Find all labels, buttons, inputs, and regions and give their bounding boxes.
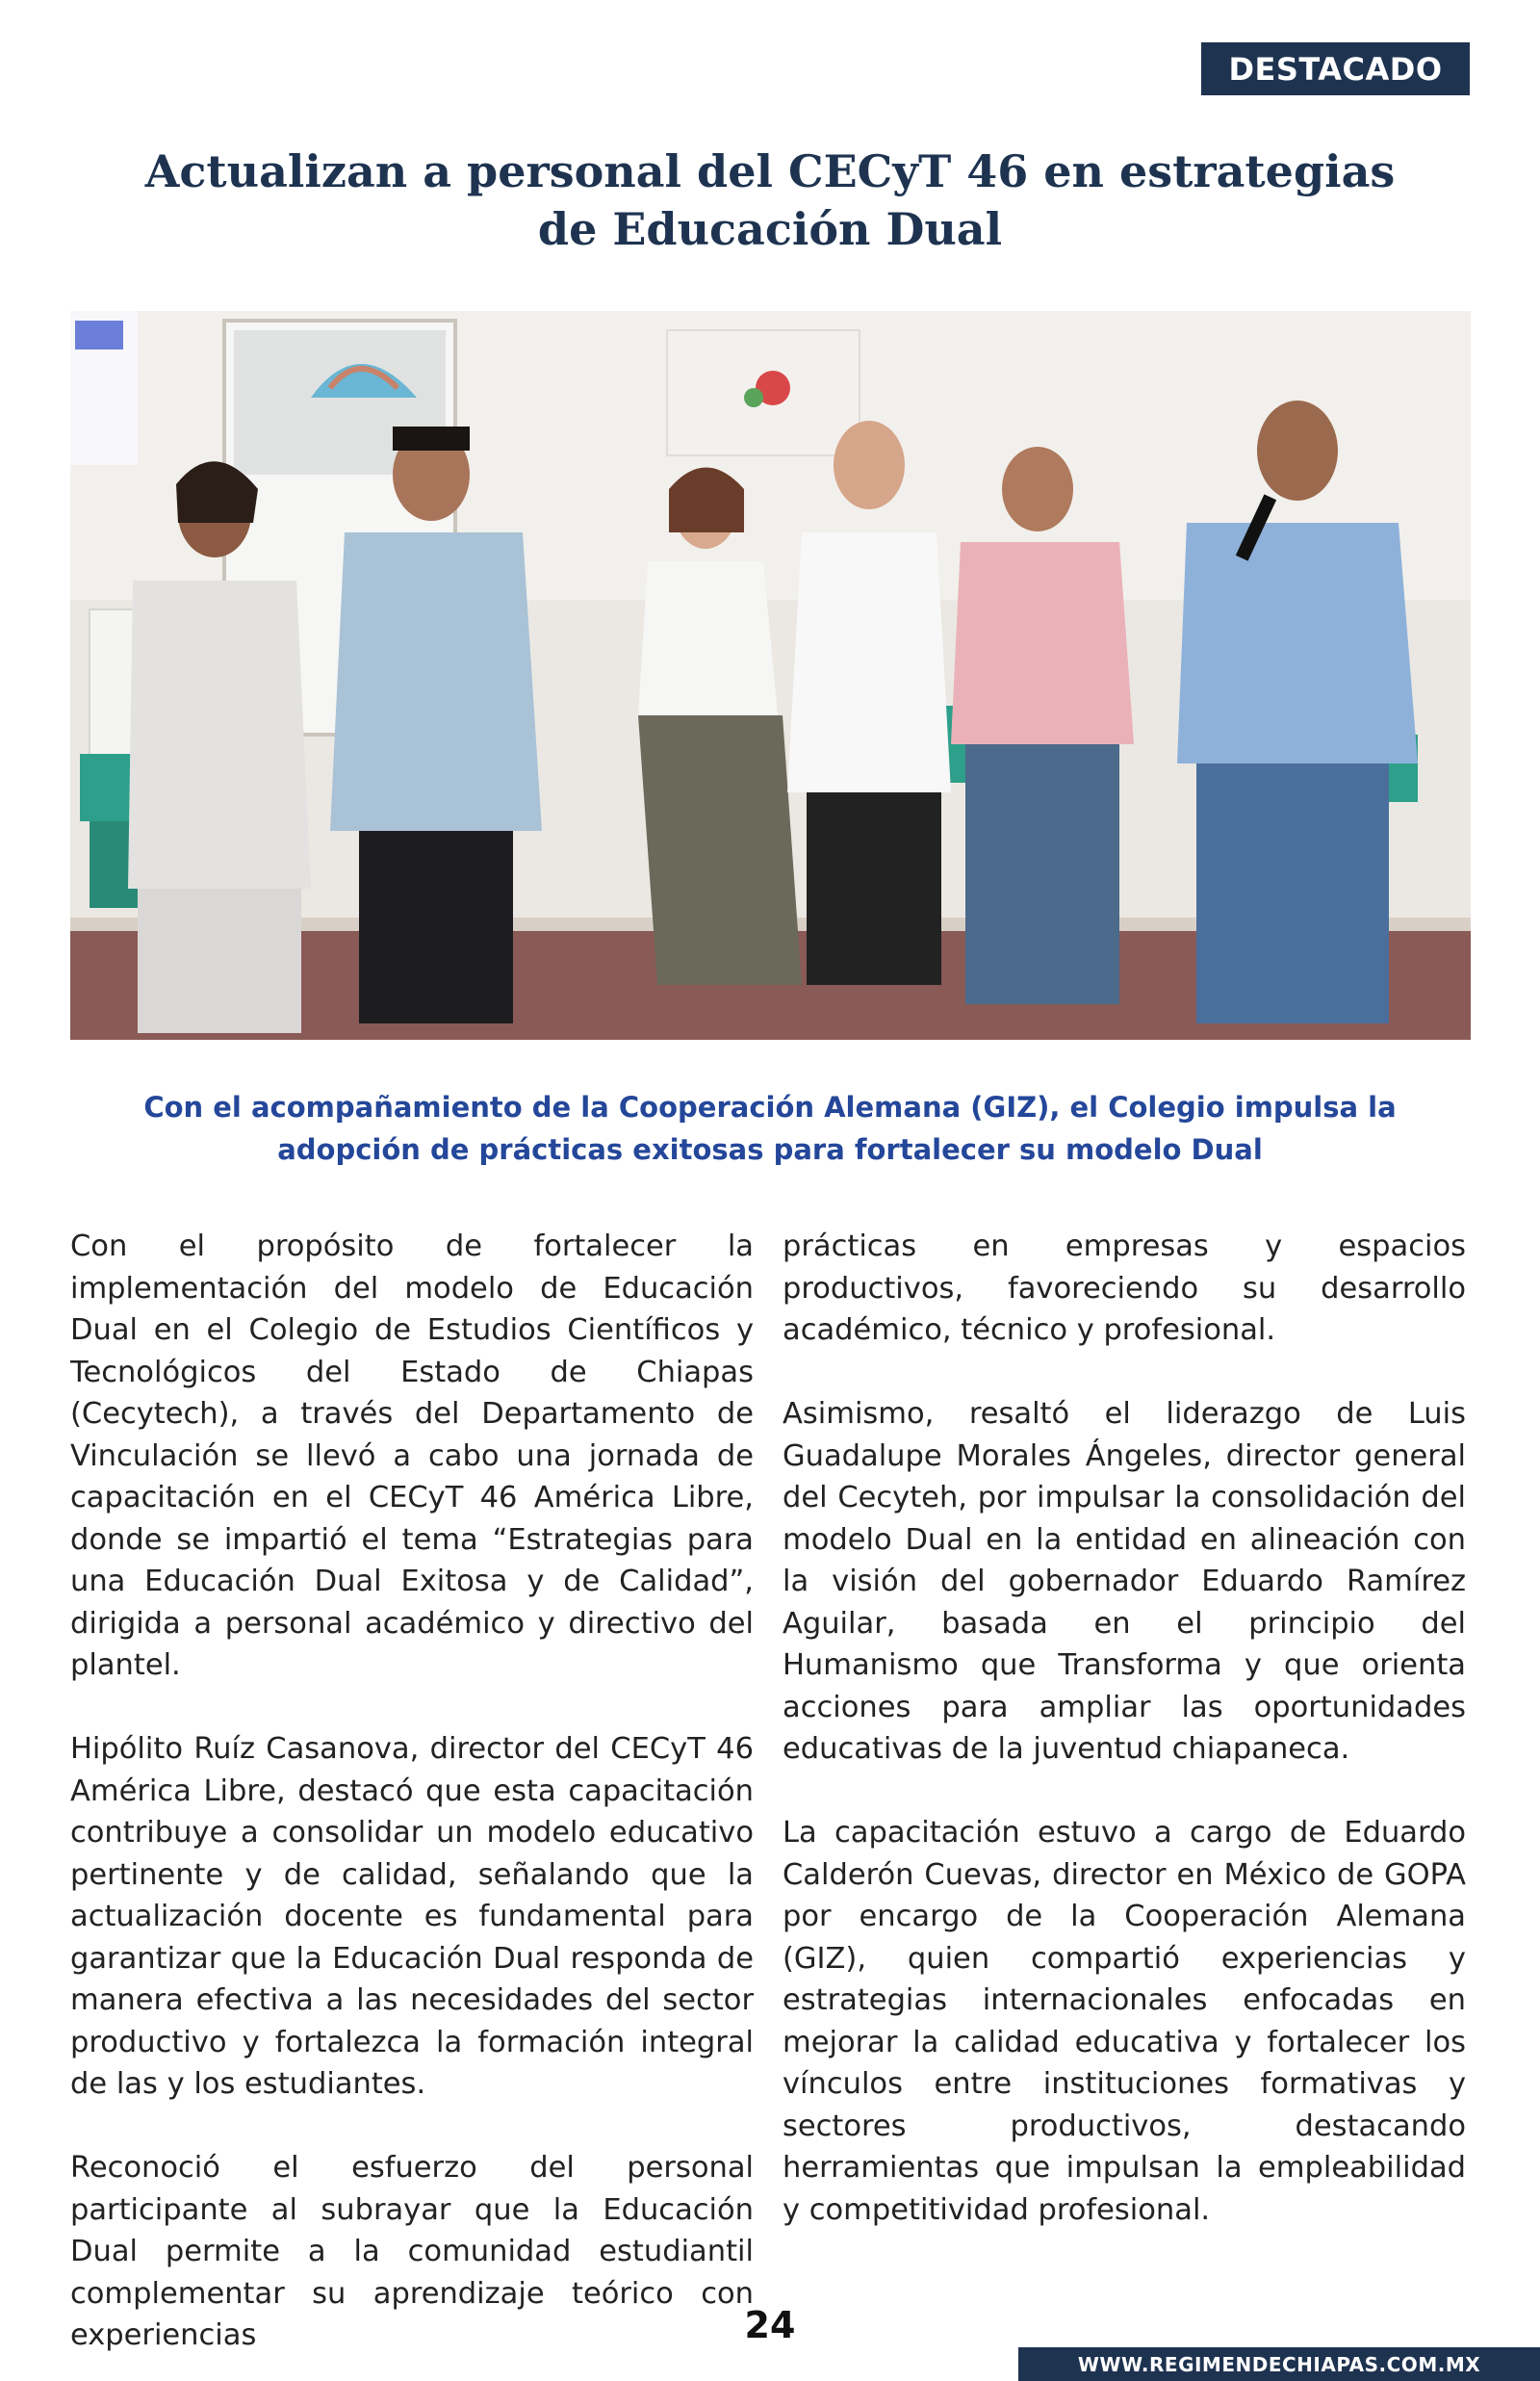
body-paragraph: Asimismo, resaltó el liderazgo de Luis Guadalupe Morales Ángeles, director general del Cecyteh, por impulsar la consolidación del modelo Dual en la entidad en alineación con la visión del gobernador Eduardo Ramírez Aguilar, basada en el principio del Humanismo que Transforma y que orienta acciones para ampliar las oportunidades educativas de la juventud chiapaneca.: [783, 1397, 1466, 1766]
body-column-right: [783, 1226, 1466, 2231]
article-photo: [70, 311, 1471, 1040]
body-paragraph: Hipólito Ruíz Casanova, director del CECyT 46 América Libre, destacó que esta capacitación contribuye a consolidar un modelo educativo pertinente y de calidad, señalando que la actualización docente es fundamental para garantizar que la Educación Dual responda de manera efectiva a las necesidades del sector productivo y fortalezca la formación integral de las y los estudiantes.: [70, 1732, 754, 2101]
subheadline: Con el acompañamiento de la Cooperación Alemana (GIZ), el Colegio impulsa la adopción de prácticas exitosas para fortalecer su modelo Dual: [143, 1091, 1397, 1166]
section-badge: DESTACADO: [1201, 42, 1470, 95]
website-link[interactable]: WWW.REGIMENDECHIAPAS.COM.MX: [1018, 2347, 1540, 2381]
body-paragraph: Con el propósito de fortalecer la implementación del modelo de Educación Dual en el Colegio de Estudios Científicos y Tecnológicos del Estado de Chiapas (Cecytech), a través del Departamento de Vinculación se llevó a cabo una jornada de capacitación en el CECyT 46 América Libre, donde se impartió el tema “Estrategias para una Educación Dual Exitosa y de Calidad”, dirigida a personal académico y directivo del plantel.: [70, 1229, 754, 1682]
group-photo-icon: [70, 311, 1471, 1040]
body-column-left: [70, 1226, 754, 2357]
body-paragraph: prácticas en empresas y espacios productivos, favoreciendo su desarrollo académico, técnico y profesional.: [783, 1229, 1466, 1347]
body-paragraph: Reconoció el esfuerzo del personal participante al subrayar que la Educación Dual permite a la comunidad estudiantil complementar su aprendizaje teórico con experiencias: [70, 2151, 754, 2352]
body-paragraph: La capacitación estuvo a cargo de Eduardo Calderón Cuevas, director en México de GOPA por encargo de la Cooperación Alemana (GIZ), quien compartió experiencias y estrategias internacionales enfocadas en mejorar la calidad educativa y fortalecer los vínculos entre instituciones formativas y sectores productivos, destacando herramientas que impulsan la empleabilidad y competitividad profesional.: [783, 1816, 1466, 2227]
page-number: 24: [744, 2304, 796, 2346]
headline: Actualizan a personal del CECyT 46 en estrategias de Educación Dual: [144, 145, 1396, 255]
